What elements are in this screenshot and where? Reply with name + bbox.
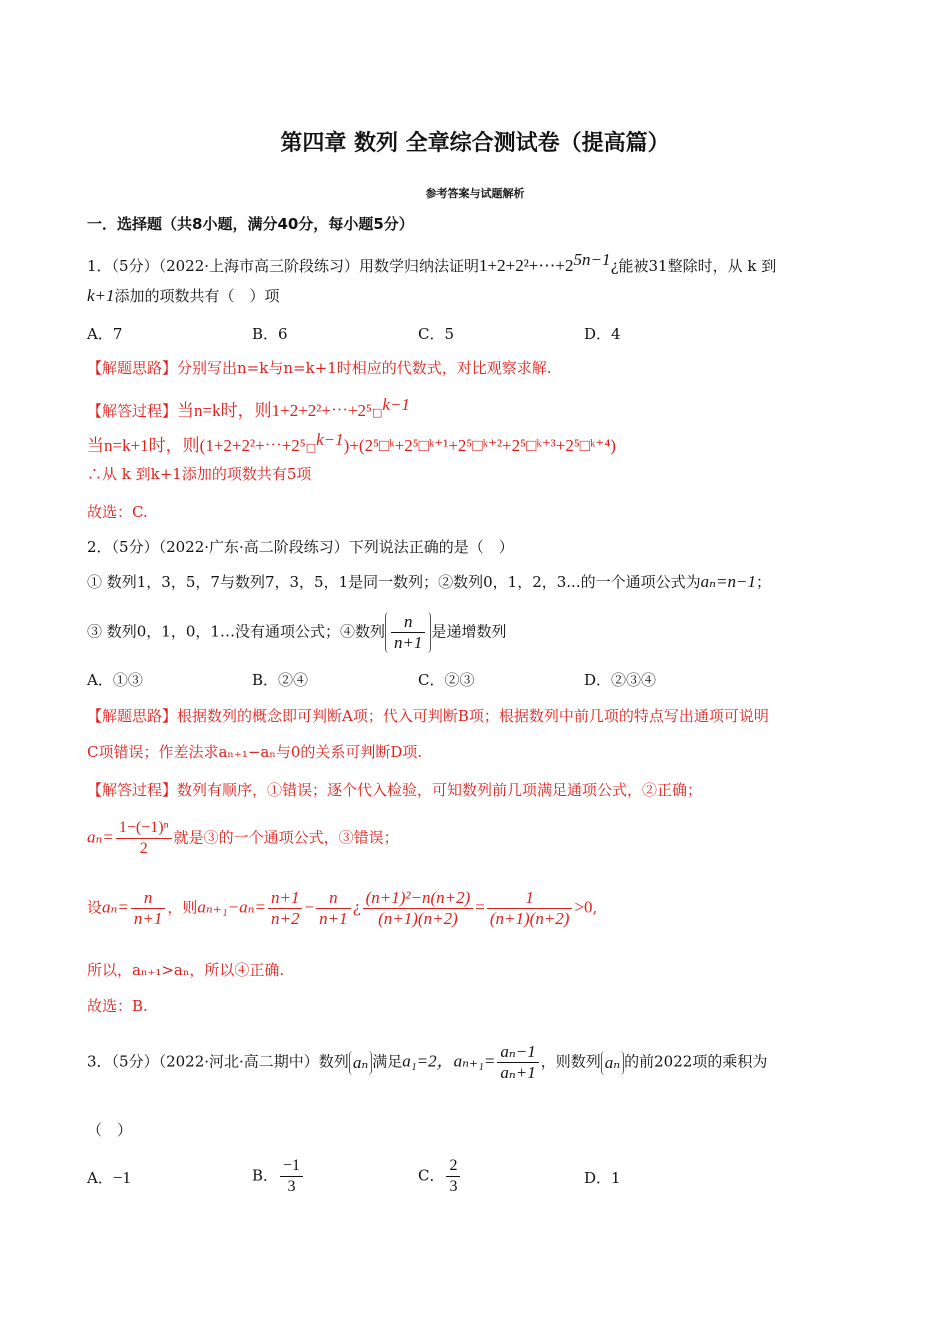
q1-option-b: B．6 (252, 325, 288, 343)
q3-option-b-num: −1 (280, 1156, 303, 1177)
q1-stem-line1 (87, 248, 776, 278)
section-heading: 一．选择题（共8小题，满分40分，每小题5分） (87, 215, 414, 233)
q2-option-c: C．②③ (418, 671, 475, 689)
q3-option-c-label: C． (418, 1166, 445, 1185)
q2-frac4-den: (n+1)(n+2) (489, 909, 570, 928)
q2-statement-line2 (87, 612, 506, 653)
q3-option-b-label: B． (252, 1166, 279, 1185)
q3-frac-num: aₙ−1 (497, 1042, 538, 1063)
q2-option-a: A．①③ (87, 671, 143, 689)
q2-frac4-num: 1 (487, 888, 573, 909)
q3-seq-a: aₙ (349, 1051, 372, 1075)
q2-s2-end: 是递增数列 (431, 622, 507, 641)
q1-answer: 故选：C. (87, 503, 148, 521)
q2-frac3-num: (n+1)²−n(n+2) (363, 888, 474, 909)
q1-stem-a: 1．（5分）（2022·上海市高三阶段练习）用数学归纳法证明 (87, 257, 480, 275)
q1-idea-label: 【解题思路】 (87, 359, 178, 377)
q3-stem-d: ，则数列 (540, 1052, 601, 1071)
q3-option-b-den: 3 (287, 1178, 296, 1195)
q2-proc2-fraction (116, 818, 172, 859)
q1-expr: 1+2+2²+⋯+2 (479, 256, 574, 275)
q2-proc2-num: 1−(−1)ⁿ (116, 818, 172, 839)
q2-idea-line2: C项错误；作差法求aₙ₊₁−aₙ与0的关系可判断D项. (87, 743, 423, 761)
q2-s1: ① 数列1，3，5，7与数列7，3，5，1是同一数列；②数列0，1，2，3...的一个通项公式为 (87, 573, 701, 591)
q3-stem-e: 的前2022项的乘积为 (624, 1052, 768, 1071)
q2-proc3-b: ，则 (167, 898, 198, 917)
q1-option-d: D．4 (584, 325, 621, 343)
q1-process-line2: 当n=k+1时，则(1+2+2²+⋯+2⁵□$^{k-1}$)+(2⁵□ᵏ+2⁵□ᵏ⁺¹+2⁵□ᵏ⁺²+2⁵□ᵏ⁺³+2⁵□ᵏ⁺⁴) (87, 430, 616, 455)
q3-option-c-frac (446, 1156, 460, 1197)
q2-proc1: 数列有顺序，①错误；逐个代入检验，可知数列前几项满足通项公式，②正确； (177, 781, 703, 799)
q1-proc-label: 【解答过程】 (87, 402, 178, 420)
q2-frac3-den: (n+1)(n+2) (378, 909, 458, 928)
q1-option-c: C．5 (418, 325, 455, 343)
page-title: 第四章 数列 全章综合测试卷（提高篇） (280, 131, 670, 156)
q2-idea-line1 (87, 704, 769, 728)
q2-proc2-den: 2 (139, 840, 148, 857)
q2-frac1b-num: n (316, 888, 350, 909)
q1-proc2-exp: k−1 (316, 430, 344, 449)
q1-kp1: k+1 (87, 286, 115, 305)
q3-option-a-value: −1 (112, 1168, 131, 1187)
q2-frac1b-den: n+1 (319, 909, 348, 928)
q1-process-line1: 【解答过程】当n=k时，则1+2+2²+⋯+2⁵□$^{k-1}$ (87, 395, 410, 420)
q2-frac1-num: n (131, 888, 165, 909)
q2-frac2-den: n+2 (271, 909, 300, 928)
q2-idea-label: 【解题思路】 (87, 707, 178, 725)
q2-proc3-gt: >0 (574, 897, 593, 917)
q1-idea (87, 356, 552, 380)
q2-frac1 (131, 888, 165, 929)
q2-answer: 故选：B. (87, 997, 148, 1015)
q2-statement-line1 (87, 570, 771, 594)
q3-option-c-den: 3 (449, 1178, 458, 1195)
q2-process-line2 (87, 818, 399, 859)
q2-s1-end: ； (755, 573, 771, 591)
q1-exp: 5n−1 (573, 250, 611, 269)
q2-stem: 2．（5分）（2022·广东·高二阶段练习）下列说法正确的是（ ） (87, 538, 514, 556)
q2-process-line1 (87, 778, 702, 802)
q3-option-b-frac (280, 1156, 303, 1197)
q1-proc1-exp: k−1 (382, 395, 410, 414)
q3-stem-b: 满足 (372, 1052, 403, 1071)
q2-frac4 (487, 888, 573, 929)
q3-option-b (252, 1156, 305, 1197)
q1-proc1: 当n=k时，则1+2+2²+⋯+2⁵ (177, 401, 372, 420)
q2-s2-fraction (391, 612, 425, 653)
q3-option-c-num: 2 (446, 1156, 460, 1177)
q2-frac2-num: n+1 (268, 888, 302, 909)
q1-stem-b: ¿能被31整除时，从 k 到 (610, 257, 777, 275)
q2-proc2-lhs: aₙ= (87, 827, 114, 847)
q2-s2: ③ 数列0，1，0，1…没有通项公式；④数列 (87, 622, 385, 641)
q2-frac1-den: n+1 (133, 909, 163, 928)
q1-idea-text: 分别写出n=k与n=k+1时相应的代数式，对比观察求解. (177, 359, 552, 377)
q2-s2-num: n (391, 612, 425, 633)
q1-stem-line2 (87, 284, 280, 308)
page-subtitle: 参考答案与试题解析 (425, 187, 525, 200)
q3-stem-c: a₁=2，aₙ₊₁= (402, 1051, 496, 1071)
q2-proc-label: 【解答过程】 (87, 781, 178, 799)
q1-proc2-tail: )+(2⁵□ᵏ+2⁵□ᵏ⁺¹+2⁵□ᵏ⁺²+2⁵□ᵏ⁺³+2⁵□ᵏ⁺⁴) (343, 436, 616, 455)
q2-frac3 (363, 888, 474, 929)
q3-frac-den: aₙ+1 (500, 1063, 536, 1082)
q3-paren: （ ） (87, 1121, 133, 1139)
q2-option-d: D．②③④ (584, 671, 657, 689)
q3-seq-b: aₙ (601, 1051, 624, 1075)
q3-option-a (87, 1166, 131, 1190)
q2-proc2-end: 就是③的一个通项公式，③错误； (173, 828, 399, 847)
q3-option-c (418, 1156, 462, 1197)
q3-stem-a: 3．（5分）（2022·河北·高二期中）数列 (87, 1052, 349, 1071)
q3-frac (497, 1042, 538, 1083)
q2-idea1: 根据数列的概念即可判断A项；代入可判断B项；根据数列中前几项的特点写出通项可说明 (177, 707, 769, 725)
q1-proc2: 当n=k+1时，则(1+2+2²+⋯+2⁵ (87, 436, 306, 455)
q2-process-line3: 设aₙ= $\frac{n}{n+1}$ ，则aₙ₊₁−aₙ= $\frac{n+1}{n+2}$ − $\frac{n}{n+1}$ ¿ $\frac{\text{(n+1)²−n(n+2)}}{(n+1)(n+2)}$ = $\frac{1}{(n+1)(n+2)}$ >0, (87, 888, 598, 928)
q2-proc3-c: ¿ (352, 898, 361, 917)
q3-option-d: D．1 (584, 1169, 621, 1187)
q2-option-b: B．②④ (252, 671, 309, 689)
q2-frac2 (268, 888, 302, 929)
q3-option-a-label: A． (87, 1169, 113, 1187)
q2-s2-den: n+1 (393, 633, 423, 652)
q1-option-a: A．7 (87, 325, 123, 343)
q2-s1-formula: aₙ=n−1 (700, 572, 756, 591)
q3-stem-line1 (87, 1042, 767, 1083)
q2-frac1b (316, 888, 350, 929)
q1-process-line3: ∴从 k 到k+1添加的项数共有5项 (87, 465, 312, 483)
q1-stem-c: 添加的项数共有（ ）项 (114, 287, 280, 305)
q2-process-line4: 所以，aₙ₊₁>aₙ，所以④正确. (87, 961, 285, 979)
q2-proc3-a: 设 (87, 898, 103, 917)
